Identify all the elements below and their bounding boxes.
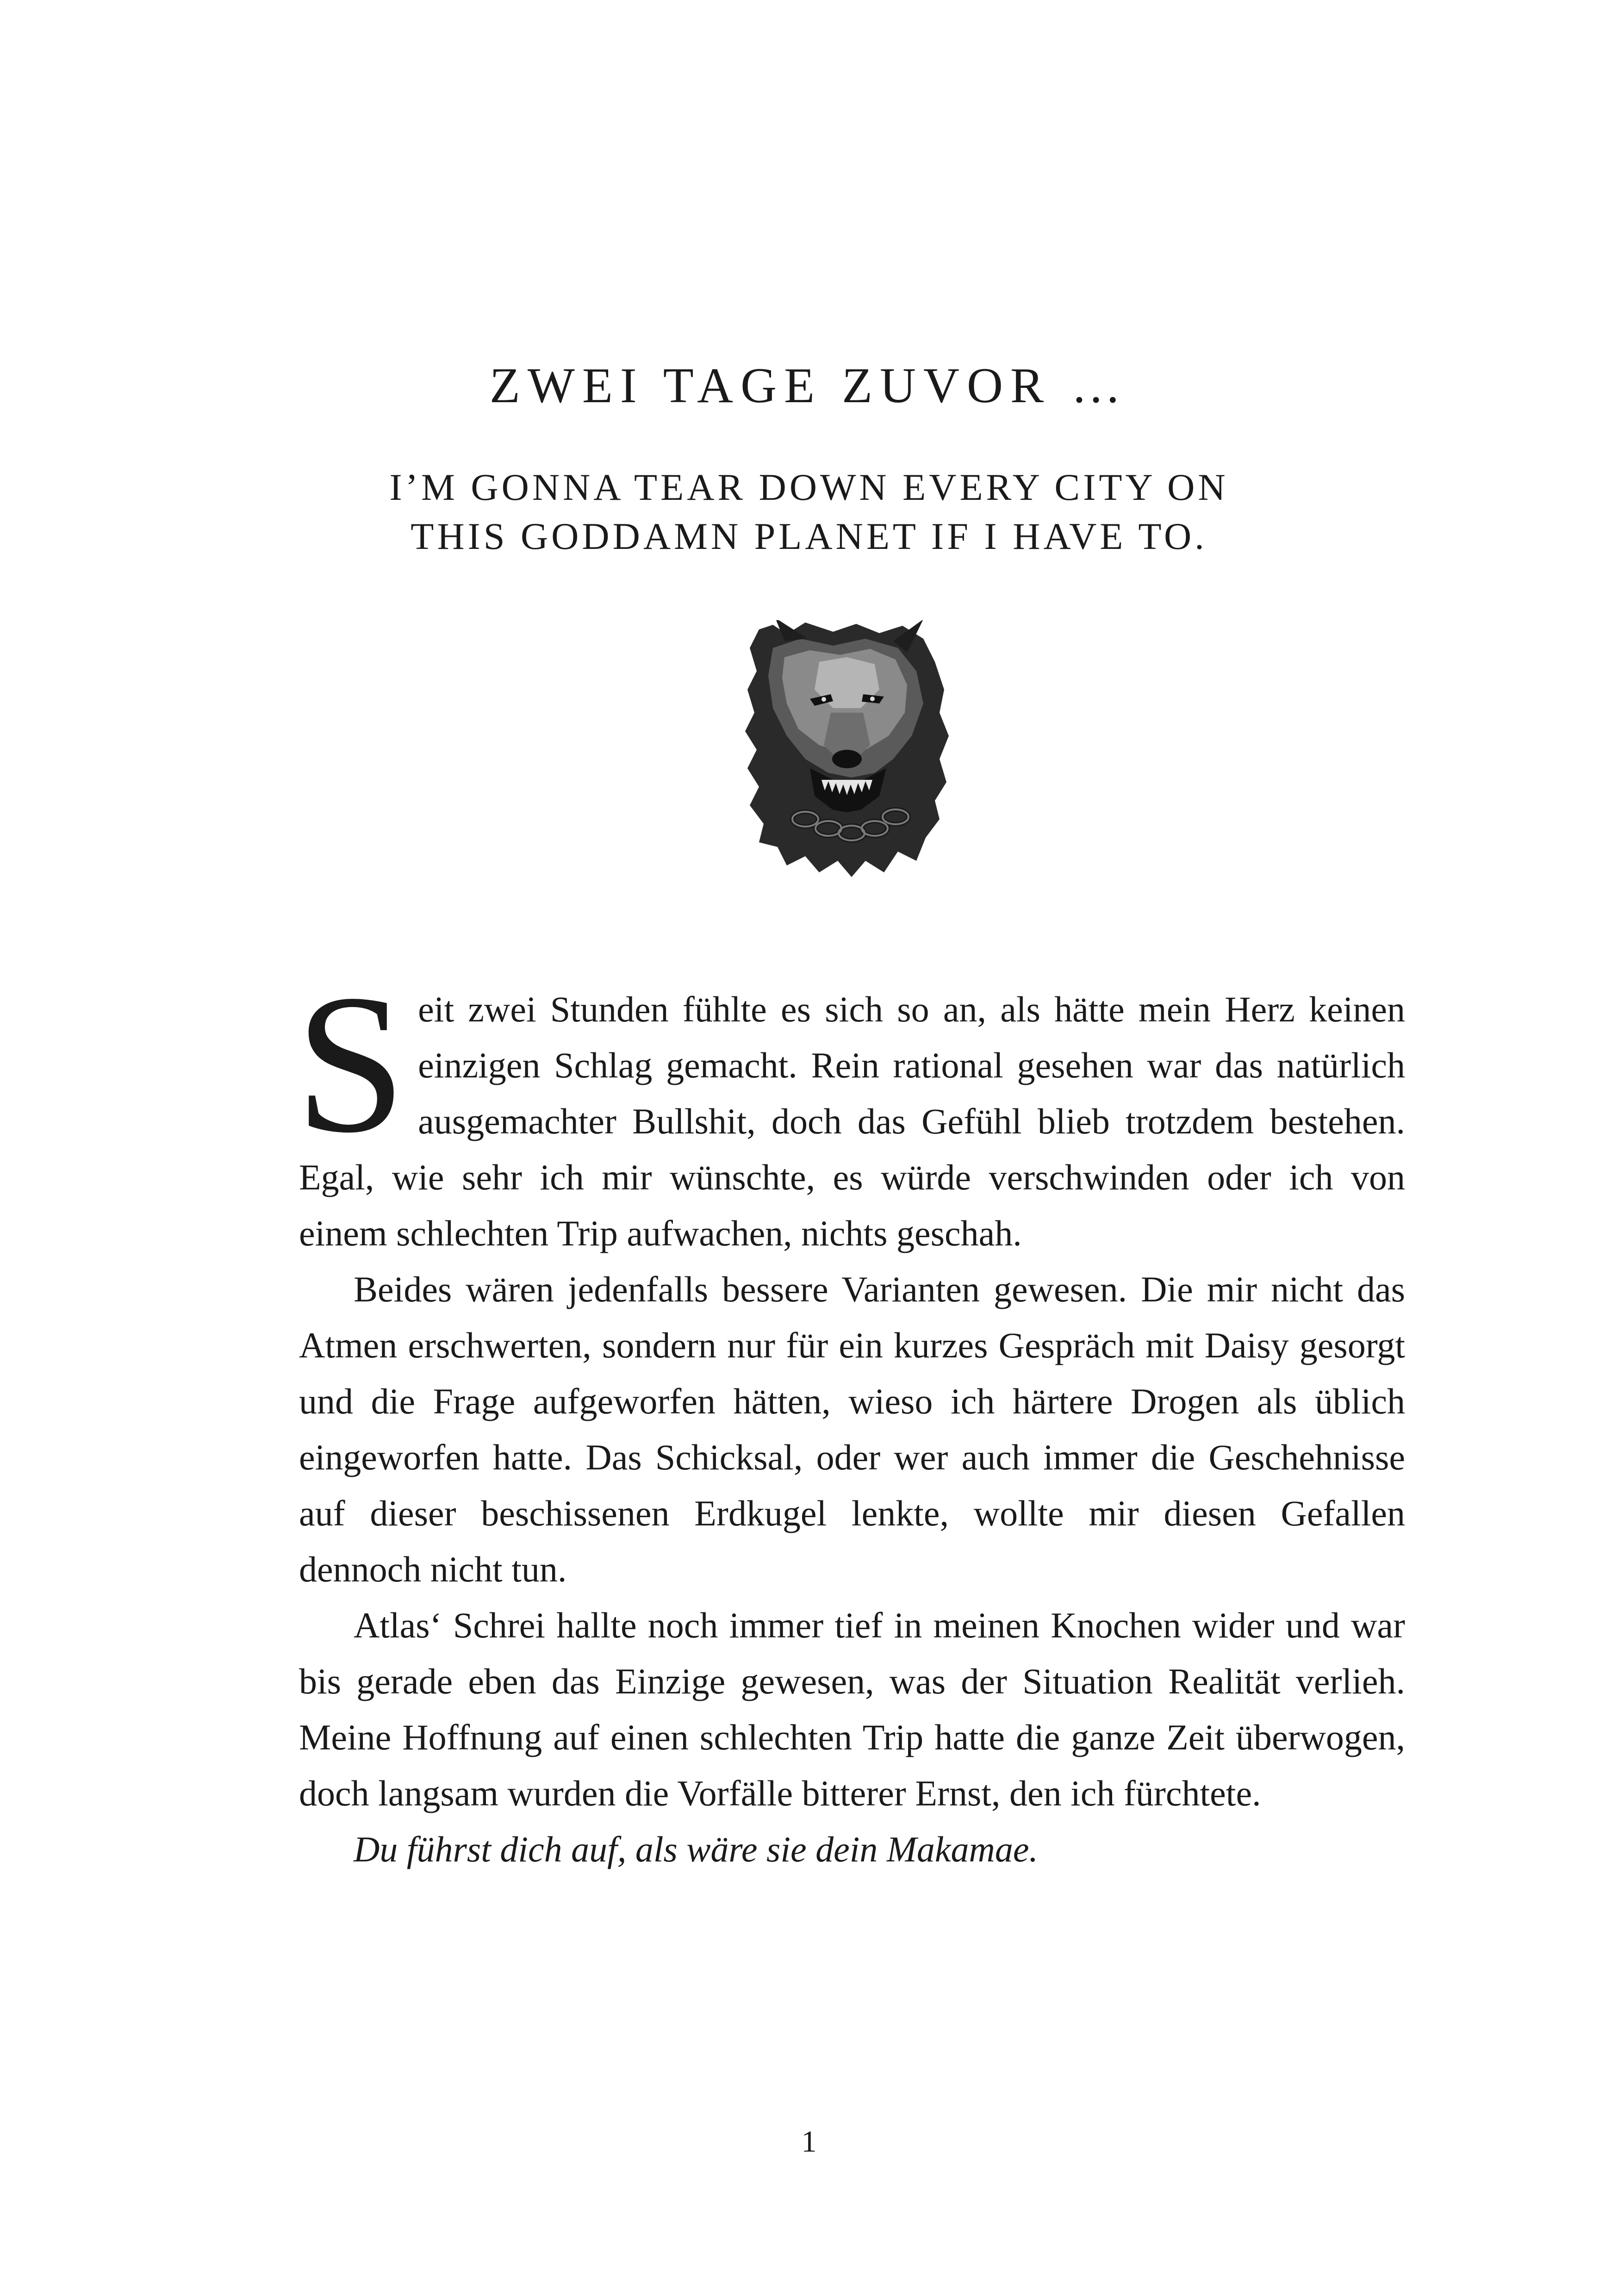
epigraph-line: THIS GODDAMN PLANET IF I HAVE TO.	[411, 515, 1207, 557]
epigraph-line: I’M GONNA TEAR DOWN EVERY CITY ON	[389, 466, 1229, 508]
drop-cap: S	[295, 954, 406, 1174]
wolf-head-icon	[741, 620, 953, 879]
paragraph-text: eit zwei Stunden fühlte es sich so an, als hätte mein Herz keinen einzigen Schlag gemacht. Rein rational gesehen war das natürlich ausgemachter Bullshit, doch das Gefühl blieb trotzdem bestehen. Egal, wie sehr ich mir wünschte, es würde verschwinden oder ich von einem schlechten Trip aufwachen, nichts geschah.	[299, 989, 1405, 1253]
paragraph: Atlas‘ Schrei hallte noch immer tief in meinen Knochen wider und war bis gerade eben das Einzige gewesen, was der Situation Realität verlieh. Meine Hoffnung auf einen schlechten Trip hatte die ganze Zeit überwogen, doch langsam wurden die Vorfälle bitterer Ernst, den ich fürchtete.	[299, 1605, 1405, 1813]
paragraph	[295, 954, 1405, 1261]
chapter-title: ZWEI TAGE ZUVOR …	[489, 358, 1129, 413]
paragraph: Beides wären jedenfalls bessere Varianten gewesen. Die mir nicht das Atmen erschwerten, sondern nur für ein kurzes Gespräch mit Daisy gesorgt und die Frage aufgeworfen hätten, wieso ich härtere Drogen als üblich eingeworfen hatte. Das Schicksal, oder wer auch immer die Geschehnisse auf dieser beschissenen Erdkugel lenkte, wollte mir diesen Gefallen dennoch nicht tun.	[299, 1269, 1405, 1589]
page-number: 1	[801, 2125, 817, 2159]
body-text	[295, 954, 1405, 1877]
epigraph	[231, 463, 1387, 561]
paragraph-italic: Du führst dich auf, als wäre sie dein Makamae.	[354, 1829, 1038, 1869]
